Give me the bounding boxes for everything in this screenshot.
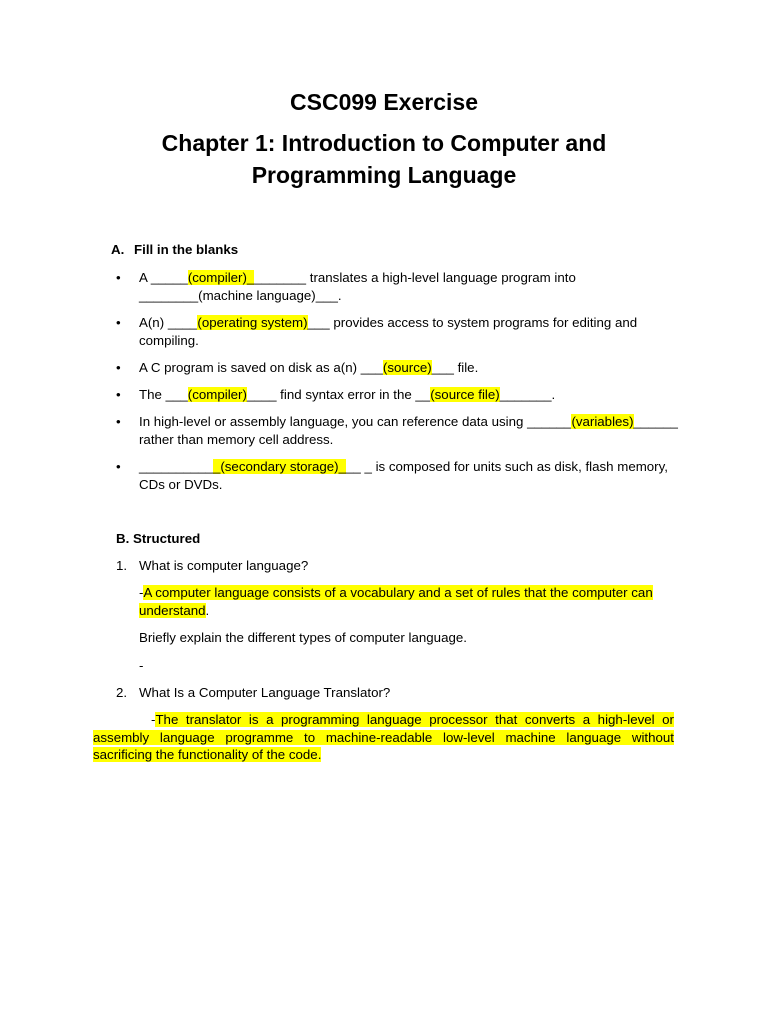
- list-item: A(n) ____(operating system)___ provides access to system programs for editing and compiling.: [139, 315, 638, 348]
- answer-text: -A computer language consists of a vocabulary and a set of rules that the computer can understand.: [139, 585, 653, 618]
- question-text: What is computer language?: [139, 558, 309, 573]
- chapter-title: Chapter 1: Introduction to Computer and Programming Language: [161, 130, 607, 188]
- answer-highlight: (variables): [571, 414, 634, 429]
- question-text: What Is a Computer Language Translator?: [139, 685, 391, 700]
- list-item: A C program is saved on disk as a(n) ___(source)___ file.: [139, 360, 479, 375]
- section-a-label: A.: [111, 242, 125, 257]
- bullet: •: [116, 387, 121, 402]
- bullet: •: [116, 459, 121, 474]
- section-a-heading: Fill in the blanks: [134, 242, 239, 257]
- answer-highlight: A computer language consists of a vocabulary and a set of rules that the computer can understand: [139, 585, 653, 618]
- bullet: •: [116, 414, 121, 429]
- bullet: •: [116, 360, 121, 375]
- answer-highlight: (source file): [430, 387, 500, 402]
- question-number: 1.: [116, 558, 128, 573]
- list-item: ___________(secondary storage)___ _ is composed for units such as disk, flash memory, CDs or DVDs.: [139, 459, 668, 492]
- bullet: •: [116, 315, 121, 330]
- answer-highlight: The translator is a programming language processor that converts a high-level or assembly language programme to machine-readable low-level machine language without sacrificing the functionality of the code.: [93, 712, 674, 762]
- section-b-heading: B. Structured: [116, 531, 201, 546]
- list-item: In high-level or assembly language, you can reference data using ______(variables)______ rather than memory cell address.: [139, 414, 678, 447]
- list-item: A _____(compiler)________ translates a high-level language program into ________(machine language)___.: [139, 270, 576, 303]
- followup-answer: -: [139, 658, 144, 673]
- answer-highlight: (compiler): [187, 387, 247, 402]
- answer-highlight: (compiler)_: [187, 270, 255, 285]
- answer-highlight: (source): [382, 360, 432, 375]
- answer-highlight: _(secondary storage)_: [212, 459, 346, 474]
- question-number: 2.: [116, 685, 128, 700]
- followup-question: Briefly explain the different types of computer language.: [139, 630, 467, 645]
- answer-text: -The translator is a programming language processor that converts a high-level or assembly language programme to machine-readable low-level machine language without sacrificing the functionality of the code.: [93, 712, 674, 762]
- answer-highlight: (operating system): [197, 315, 308, 330]
- list-item: The ___(compiler)____ find syntax error in the __(source file)_______.: [139, 387, 556, 402]
- course-title: CSC099 Exercise: [290, 89, 478, 115]
- bullet: •: [116, 270, 121, 285]
